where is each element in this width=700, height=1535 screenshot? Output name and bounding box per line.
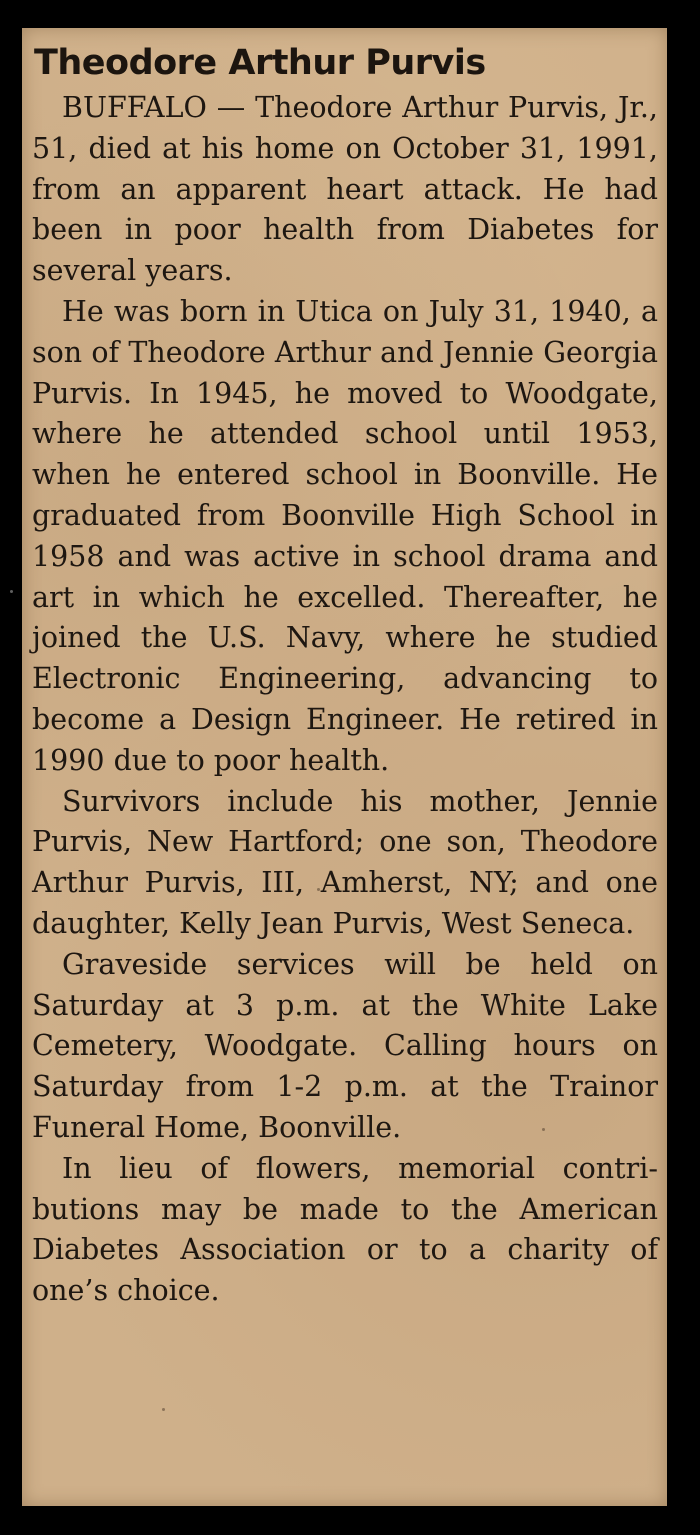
paper-speck xyxy=(317,888,320,891)
background-speck xyxy=(10,590,13,593)
paper-speck xyxy=(542,1128,545,1131)
obituary-paragraph: Survivors include his mother, Jennie Purvis, New Hartford; one son, Theodore Arthur Purvis, III, Amherst, NY; and one daughter, Kelly Jean Purvis, West Seneca. xyxy=(32,784,658,940)
obituary-paragraph: In lieu of flowers, memorial contributions may be made to the American Diabetes Association or to a charity of one’s choice. xyxy=(32,1151,658,1308)
paper-speck xyxy=(162,1408,165,1411)
obituary-body xyxy=(32,88,658,1312)
obituary-paragraph: BUFFALO — Theodore Arthur Purvis, Jr., 51, died at his home on October 31, 1991, from an apparent heart attack. He had been in poor health from Diabetes for several years. xyxy=(32,91,658,288)
obituary-paragraph: Graveside services will be held on Saturday at 3 p.m. at the White Lake Cemetery, Woodgate. Calling hours on Saturday from 1-2 p.m. at the Trainor Funeral Home, Boonville. xyxy=(32,947,658,1144)
obituary-headline: Theodore Arthur Purvis xyxy=(34,43,486,83)
newspaper-clipping xyxy=(22,28,667,1506)
obituary-paragraph: He was born in Utica on July 31, 1940, a son of Theodore Arthur and Jennie Georgia Purvis. In 1945, he moved to Woodgate, where he attended school until 1953, when he entered school in Boonville. He graduated from Boonville High School in 1958 and was active in school drama and art in which he excelled. Thereafter, he joined the U.S. Navy, where he studied Electronic Engineering, advancing to become a Design Engineer. He retired in 1990 due to poor health. xyxy=(32,294,658,777)
